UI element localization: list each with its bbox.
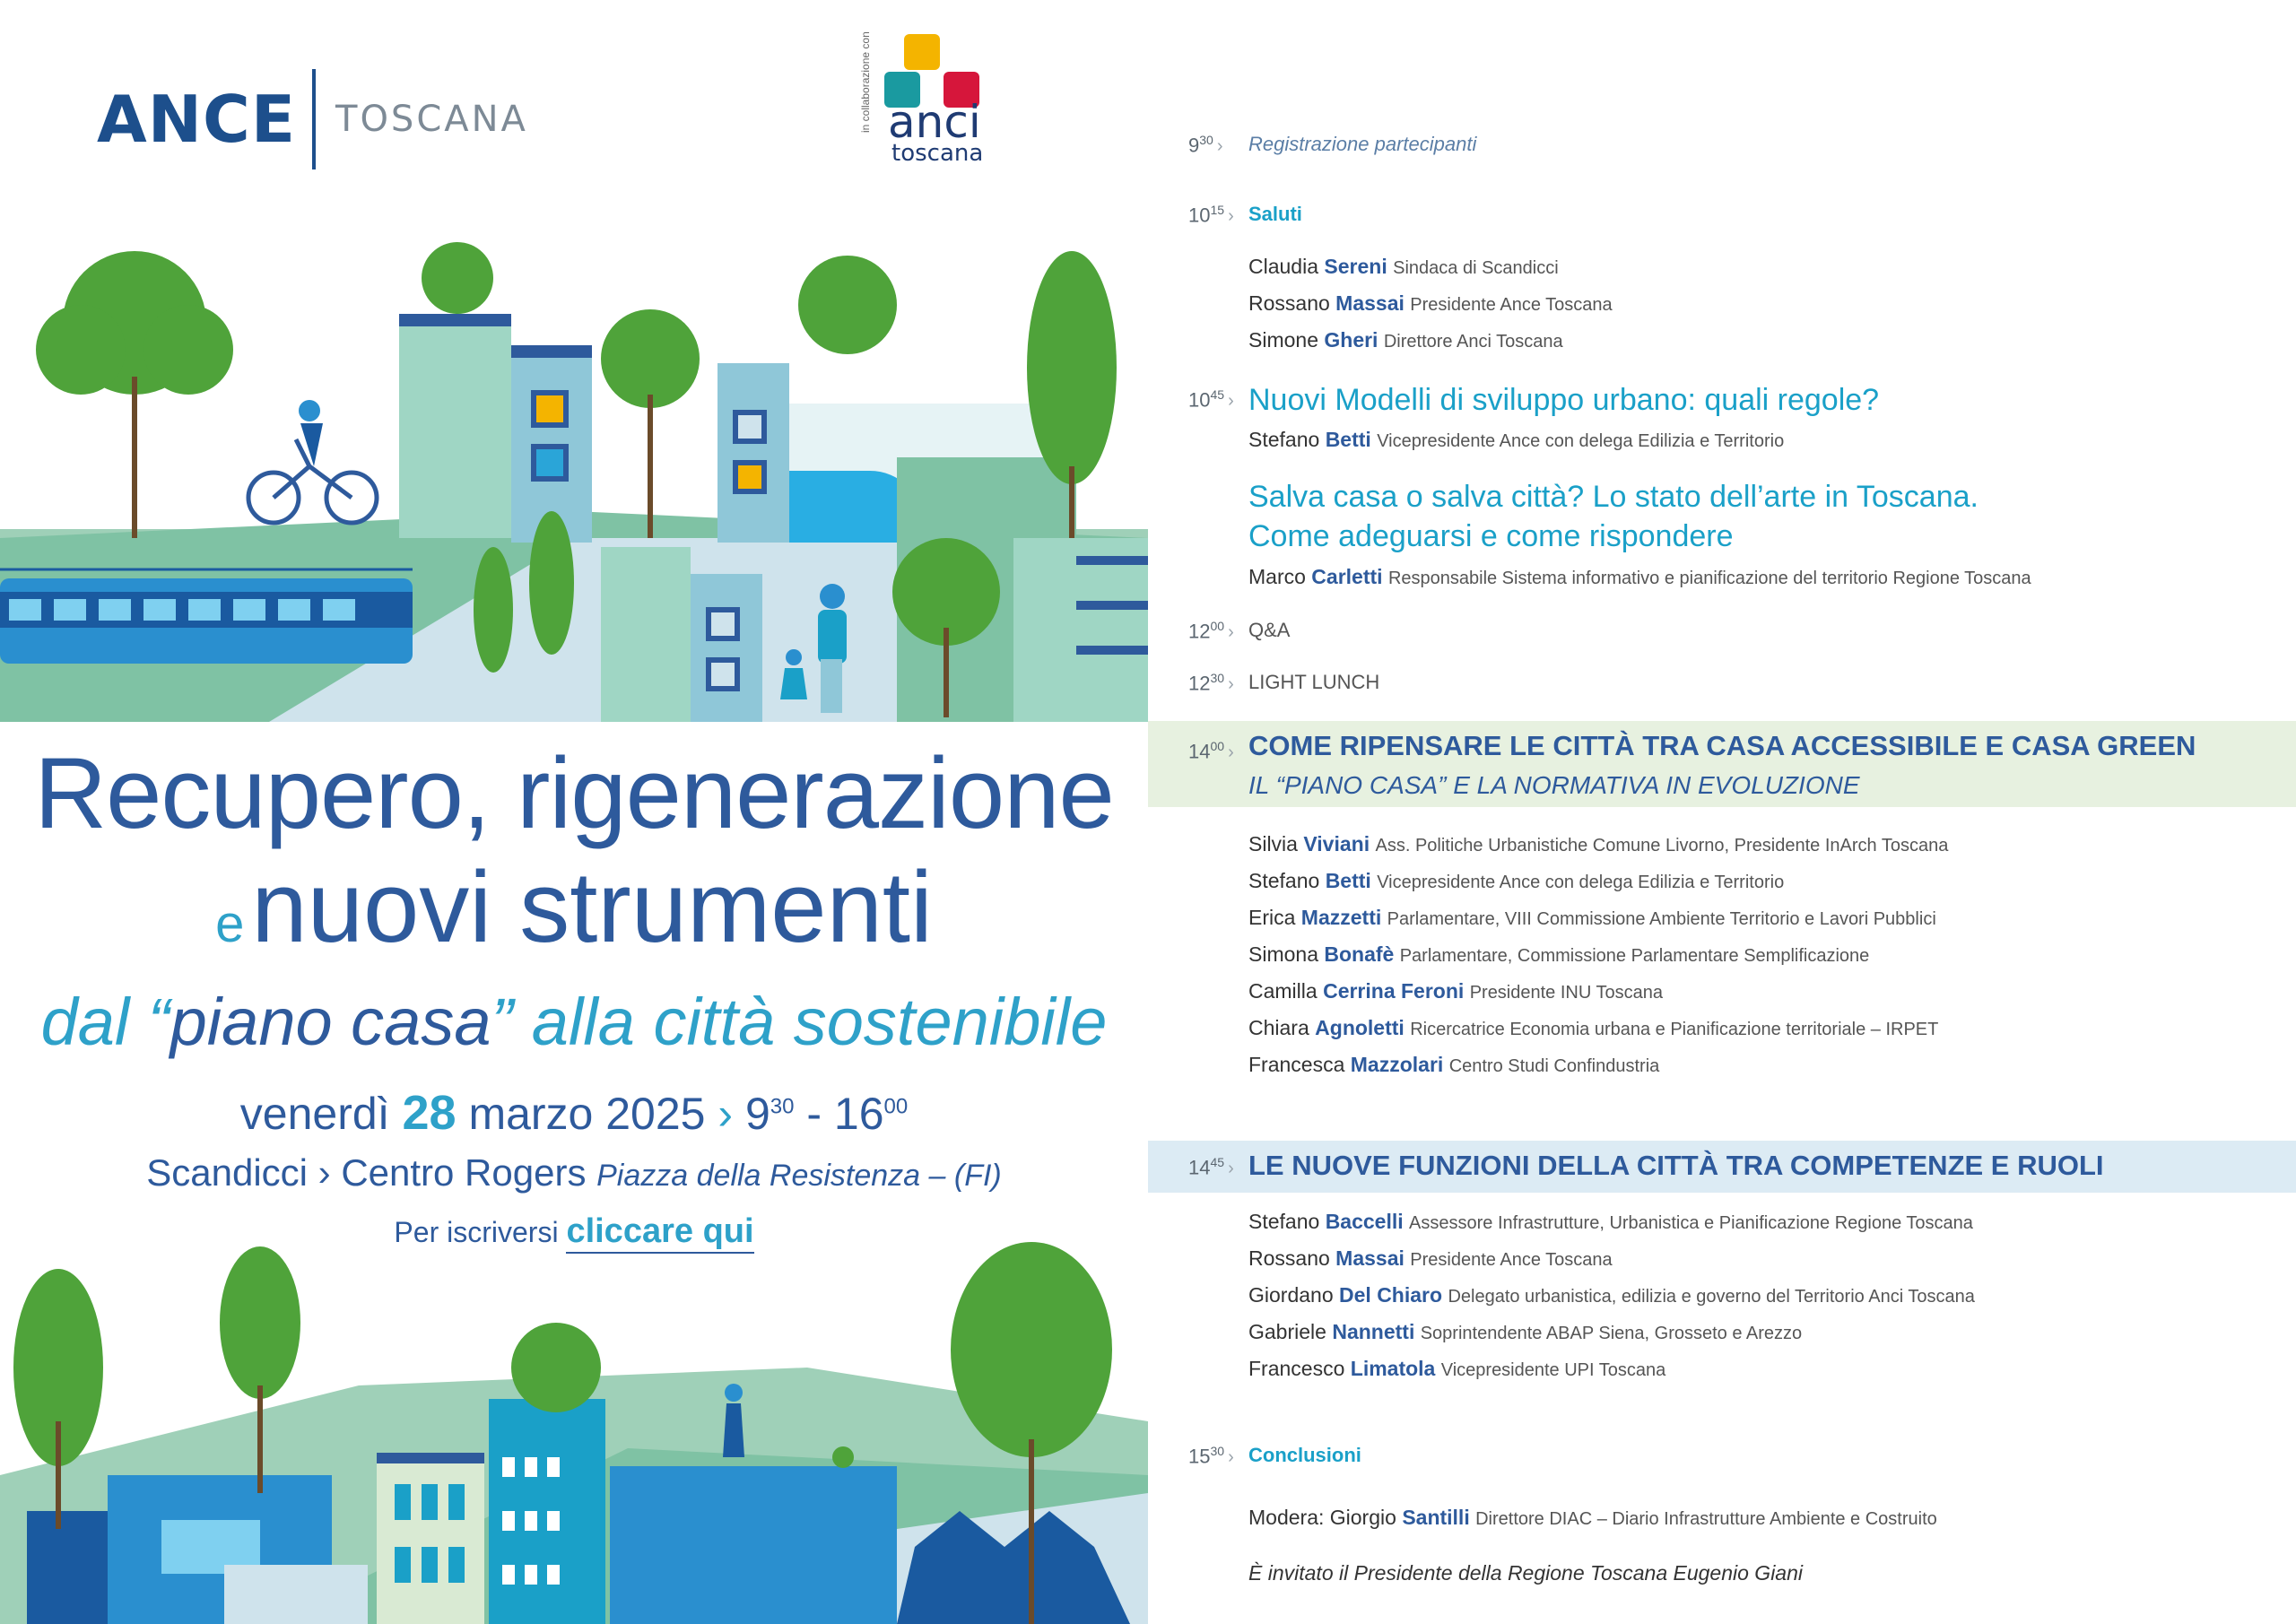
ance-brand: ANCE	[97, 82, 297, 157]
logo-divider	[312, 69, 316, 169]
subtitle-b: piano casa	[170, 985, 491, 1059]
anci-logo	[861, 32, 1004, 167]
subtitle-c: ” alla città sostenibile	[491, 985, 1108, 1059]
weekday: venerdì	[239, 1089, 390, 1139]
qa-label: Q&A	[1248, 619, 1291, 641]
ance-region: TOSCANA	[335, 99, 528, 140]
city-illustration-top	[0, 215, 1148, 722]
anci-name: anci	[888, 96, 981, 148]
session-2-band	[1148, 1141, 2296, 1193]
time: $12^{00}$ ›	[1188, 619, 1234, 643]
date-arrow: ›	[718, 1089, 734, 1139]
time: $14^{00}$ ›	[1188, 739, 1234, 763]
time-sep: -	[794, 1089, 834, 1139]
anci-collab-text: in collaborazione con	[859, 31, 872, 133]
time: $9^{30}$ ›	[1188, 133, 1223, 157]
city-illustration-bottom	[0, 1242, 1148, 1624]
topic-2-title: Salva casa o salva città? Lo stato dell’arte in Toscana. Come adeguarsi e come rispondere	[1248, 480, 1979, 553]
title-line-1: Recupero, rigenerazione	[34, 737, 1114, 849]
time: $14^{45}$ ›	[1188, 1155, 1234, 1179]
lunch-label: LIGHT LUNCH	[1248, 671, 1380, 693]
time: $10^{15}$ ›	[1188, 203, 1234, 227]
city: Scandicci	[146, 1151, 308, 1194]
title-line-2-text: nuovi strumenti	[251, 851, 933, 963]
end-min: 00	[883, 1094, 909, 1119]
saluti-label: Saluti	[1248, 203, 1302, 225]
venue: › Centro Rogers	[317, 1151, 587, 1194]
session-1-title: COME RIPENSARE LE CITTÀ TRA CASA ACCESSIBILE E CASA GREEN	[1248, 730, 2196, 761]
title-line-2	[0, 852, 1148, 980]
signup-text: Per iscriversi	[394, 1216, 559, 1248]
anci-region: toscana	[891, 140, 984, 167]
signup-link[interactable]: cliccare qui	[566, 1212, 753, 1254]
subtitle	[0, 982, 1148, 1063]
session-1-band	[1148, 721, 2296, 807]
start-min: 30	[770, 1094, 795, 1119]
session-1-subtitle: IL “PIANO CASA” E LA NORMATIVA IN EVOLUZIONE	[1248, 771, 1860, 799]
event-location	[0, 1151, 1148, 1194]
day: 28	[402, 1086, 457, 1140]
time: $15^{30}$ ›	[1188, 1444, 1234, 1468]
start-hour: 9	[744, 1089, 770, 1139]
invited-text: È invitato il Presidente della Regione Toscana Eugenio Giani	[1248, 1561, 1803, 1585]
event-date	[0, 1085, 1148, 1141]
ance-logo	[97, 70, 528, 169]
end-hour: 16	[833, 1089, 884, 1139]
conclusioni-label: Conclusioni	[1248, 1444, 1361, 1466]
subtitle-a: dal “	[40, 985, 170, 1059]
month-year: marzo 2025	[468, 1089, 706, 1139]
time: $12^{30}$ ›	[1188, 671, 1234, 695]
event-title	[0, 735, 1148, 1063]
registration-label: Registrazione partecipanti	[1248, 133, 1477, 155]
title-e: e	[215, 895, 245, 953]
address: Piazza della Resistenza – (FI)	[596, 1159, 1002, 1193]
time: $10^{45}$ ›	[1188, 387, 1234, 412]
program-panel: $9^{30}$ › Registrazione partecipanti $10^{15}$ › Saluti Claudia Sereni Sindaca di Scandicci Rossano Massai Presidente Ance Toscana Simone Gheri Direttore Anci Toscana $10^{45}$ › Nuovi Modelli di sviluppo urbano: quali regole? Stefano Betti Vicepresidente Ance con delega Edilizia e Territorio Salva casa o salva città? Lo stato dell’arte in Toscana. Come adeguarsi e come rispondere Marco Carletti Responsabile Sistema informativo e pianificazione del territorio Regione Toscana $12^{00}$ › Q&A $12^{30}$ › LIGHT LUNCH $14^{00}$ › COME RIPENSARE LE CITTÀ TRA CASA ACCESSIBILE E CASA GREEN IL “PIANO CASA” E LA NORMATIVA IN EVOLUZIONE Silvia Viviani Ass. Politiche Urbanistiche Comune Livorno, Presidente InArch Toscana Stefano Betti Vicepresidente Ance con delega Edilizia e Territorio Erica Mazzetti Parlamentare, VIII Commissione Ambiente Territorio e Lavori Pubblici Simona Bonafè Parlamentare, Commissione Parlamentare Semplificazione Camilla Cerrina Feroni Presidente INU Toscana Chiara Agnoletti Ricercatrice Economia urbana e Pianificazione territoriale – IRPET Francesca Mazzolari Centro Studi Confindustria $14^{45}$ › LE NUOVE FUNZIONI DELLA CITTÀ TRA COMPETENZE E RUOLI Stefano Baccelli Assessore Infrastrutture, Urbanistica e Pianificazione Regione Toscana Rossano Massai Presidente Ance Toscana Giordano Del Chiaro Delegato urbanistica, edilizia e governo del Territorio Anci Toscana Gabriele Nannetti Soprintendente ABAP Siena, Grosseto e Arezzo Francesco Limatola Vicepresidente UPI Toscana $15^{30}$ › Conclusioni Modera: Giorgio Santilli Direttore DIAC – Diario Infrastrutture Ambiente e Costruito È invitato il Presidente della Regione Toscana Eugenio Giani	[1148, 0, 2296, 1624]
topic-1-title: Nuovi Modelli di sviluppo urbano: quali regole?	[1248, 383, 1880, 417]
session-2-title: LE NUOVE FUNZIONI DELLA CITTÀ TRA COMPETENZE E RUOLI	[1248, 1150, 2104, 1181]
